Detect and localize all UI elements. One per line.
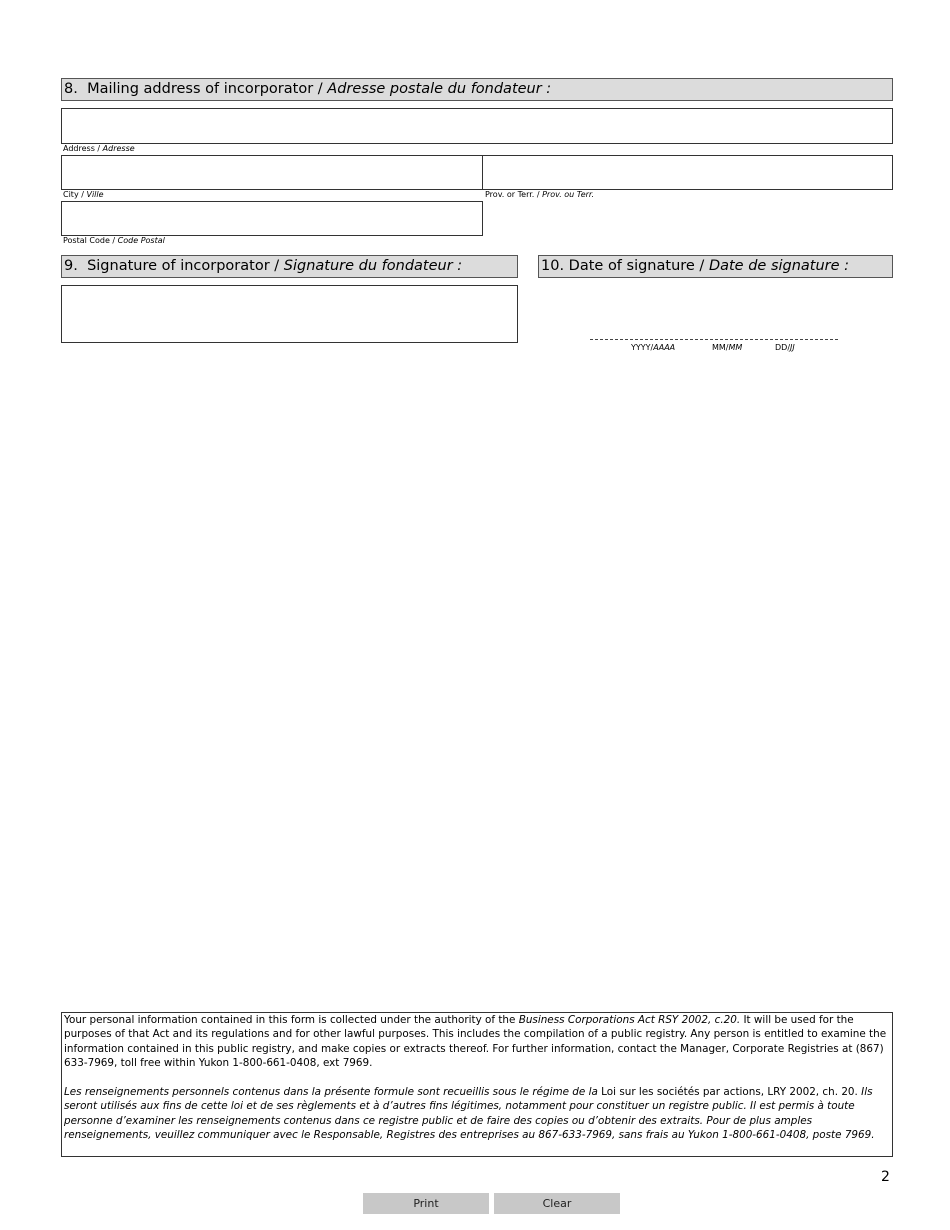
section-9-title-en: Signature of incorporator / xyxy=(87,258,280,274)
section-10-number: 10. xyxy=(541,258,565,274)
address-label xyxy=(63,144,135,154)
postal-code-label-en: Postal Code / xyxy=(63,236,116,245)
page-number: 2 xyxy=(881,1169,890,1185)
city-label-fr: Ville xyxy=(86,190,104,199)
section-8-header xyxy=(61,78,893,101)
section-10-header xyxy=(538,255,893,278)
date-year-label-en: YYYY/ xyxy=(631,343,654,352)
privacy-fr-text-1: Les renseignements personnels contenus dans la présente formule sont recueillis sous le régime de la xyxy=(64,1086,598,1099)
section-9-number: 9. xyxy=(64,258,78,274)
section-9-header xyxy=(61,255,518,278)
city-label-en: City / xyxy=(63,190,84,199)
city-label xyxy=(63,190,104,200)
city-input[interactable] xyxy=(61,155,483,190)
date-year-label xyxy=(631,343,675,353)
section-8-title-en: Mailing address of incorporator / xyxy=(87,81,323,97)
print-button[interactable]: Print xyxy=(363,1193,489,1214)
address-input[interactable] xyxy=(61,108,893,144)
privacy-notice-fr xyxy=(64,1085,890,1143)
date-month-label-fr: MM xyxy=(728,343,743,352)
address-label-en: Address / xyxy=(63,144,101,153)
privacy-en-text-2: It will be used for the purposes of that Act and its regulations and for other lawful purposes. This includes the compilation of a public registry. Any person is entitled to examine the information contained in this public registry, and make copies or extracts thereof. For further information, contact the Manager, Corporate Registries at (867) 633-7969, toll free within Yukon 1-800-661-0408, ext 7969. xyxy=(64,1014,887,1070)
signature-box[interactable] xyxy=(61,285,518,343)
date-month-label-en: MM/ xyxy=(712,343,729,352)
privacy-en-text-1: Your personal information contained in this form is collected under the authority of the xyxy=(64,1014,519,1026)
address-label-fr: Adresse xyxy=(102,144,135,153)
section-10-title-en: Date of signature / xyxy=(568,258,705,274)
province-input[interactable] xyxy=(482,155,893,190)
postal-code-label-fr: Code Postal xyxy=(117,236,165,245)
province-label-fr: Prov. ou Terr. xyxy=(542,190,594,199)
province-label xyxy=(485,190,594,200)
date-input-line[interactable] xyxy=(590,339,838,341)
province-label-en: Prov. or Terr. / xyxy=(485,190,540,199)
privacy-notice-en xyxy=(64,1013,890,1071)
privacy-fr-act: Loi sur les sociétés par actions, LRY 2002, ch. 20. xyxy=(597,1086,858,1099)
date-day-label-en: DD/ xyxy=(775,343,791,352)
postal-code-input[interactable] xyxy=(61,201,483,236)
section-10-title-fr: Date de signature : xyxy=(708,258,850,274)
date-day-label xyxy=(775,343,795,353)
postal-code-label xyxy=(63,236,165,246)
privacy-en-act: Business Corporations Act RSY 2002, c.20. xyxy=(518,1014,741,1026)
date-year-label-fr: AAAA xyxy=(653,343,676,352)
date-day-label-fr: JJ xyxy=(790,343,795,352)
section-9-title-fr: Signature du fondateur : xyxy=(283,258,463,274)
section-8-number: 8. xyxy=(64,81,78,97)
privacy-notice xyxy=(61,1012,893,1157)
section-8-title-fr: Adresse postale du fondateur : xyxy=(327,81,552,97)
privacy-fr-text-2: Ils seront utilisés aux fins de cette loi et de ses règlements et à d’autres fins légitimes, notamment pour constituer un registre public. Il est permis à toute personne d’examiner les renseignements contenus dans ce registre public et de faire des copies ou d’obtenir des extraits. Pour de plus amples renseignements, veuillez communiquer avec le Responsable, Registres des entreprises au 867-633-7969, sans frais au Yukon 1-800-661-0408, poste 7969. xyxy=(64,1086,875,1142)
clear-button[interactable]: Clear xyxy=(494,1193,620,1214)
date-month-label xyxy=(712,343,742,353)
